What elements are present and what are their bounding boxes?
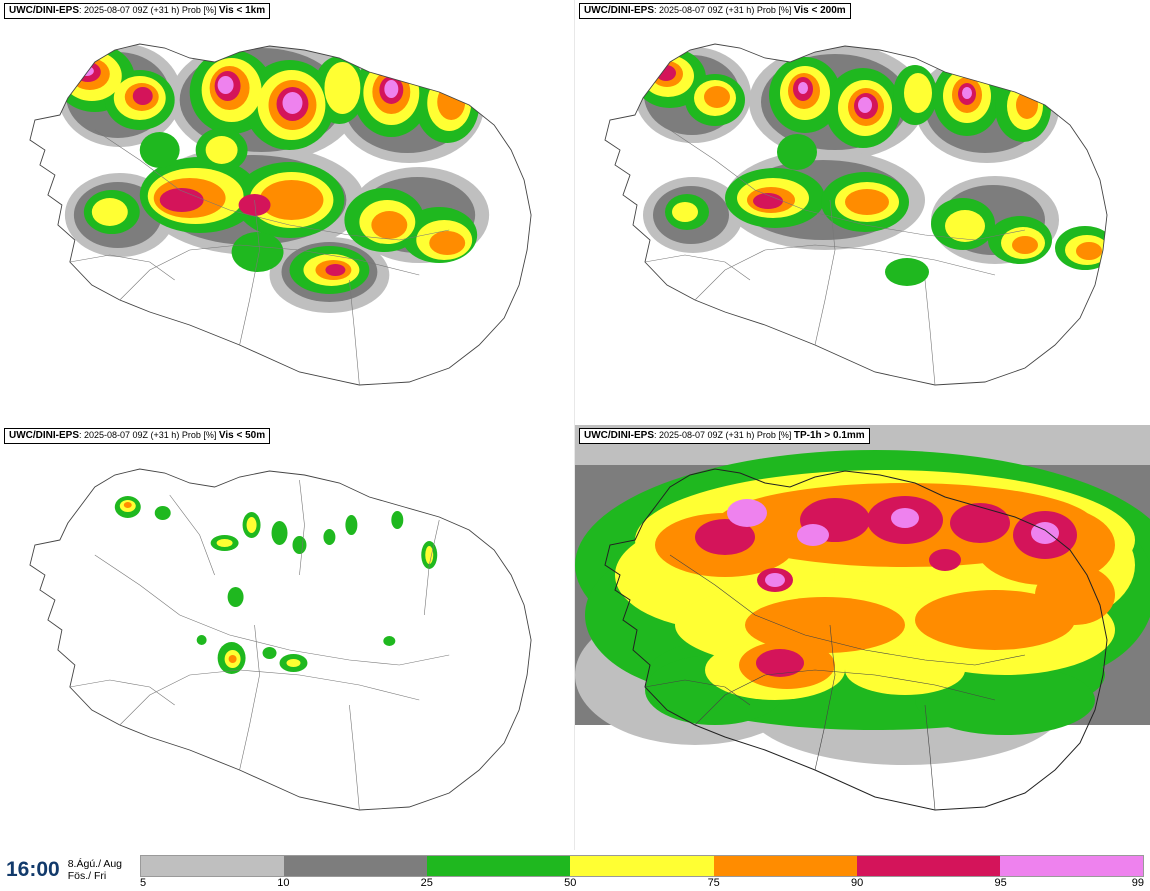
colorbar-tick-5: 5 <box>140 877 147 889</box>
colorbar-segment-5 <box>141 856 284 876</box>
valid-date-line1: 8.Ágú./ Aug <box>67 858 123 870</box>
colorbar-segment-75 <box>714 856 857 876</box>
panel-param-label: Vis < 50m <box>218 430 266 441</box>
map-graphic-vis-50m <box>0 425 574 850</box>
panel-title-tp-1h <box>579 428 870 444</box>
map-canvas-vis-200m[interactable] <box>575 0 1150 425</box>
panel-param-label: Vis < 1km <box>218 5 266 16</box>
colorbar-tick-99: 99 <box>1131 877 1144 889</box>
map-panel-tp-1h[interactable] <box>575 425 1150 850</box>
panel-model-label: UWC/DINI-EPS <box>584 5 654 16</box>
colorbar[interactable] <box>140 855 1144 891</box>
panel-title-vis-50m <box>4 428 270 444</box>
panel-title-vis-1km <box>4 3 270 19</box>
panel-run-label: : 2025-08-07 09Z (+31 h) Prob [%] <box>79 430 219 440</box>
colorbar-segment-10 <box>284 856 427 876</box>
valid-time-clock: 16:00 <box>6 858 60 881</box>
panel-run-label: : 2025-08-07 09Z (+31 h) Prob [%] <box>654 5 794 15</box>
map-graphic-vis-1km <box>0 0 574 425</box>
colorbar-tick-95: 95 <box>994 877 1007 889</box>
colorbar-tick-75: 75 <box>707 877 720 889</box>
map-panel-vis-50m[interactable] <box>0 425 575 850</box>
valid-time-box <box>0 855 140 885</box>
colorbar-gradient <box>140 855 1144 877</box>
panel-run-label: : 2025-08-07 09Z (+31 h) Prob [%] <box>79 5 219 15</box>
valid-date-block <box>68 858 122 882</box>
colorbar-segment-95 <box>1000 856 1143 876</box>
footer-bar <box>0 855 1150 891</box>
colorbar-segment-90 <box>857 856 1000 876</box>
panel-model-label: UWC/DINI-EPS <box>584 430 654 441</box>
colorbar-tick-90: 90 <box>850 877 864 889</box>
panel-param-label: Vis < 200m <box>793 5 846 16</box>
colorbar-tick-50: 50 <box>564 877 577 889</box>
colorbar-tick-25: 25 <box>420 877 433 889</box>
panel-param-label: TP-1h > 0.1mm <box>793 430 865 441</box>
map-graphic-tp-1h <box>575 425 1150 850</box>
map-canvas-vis-1km[interactable] <box>0 0 574 425</box>
map-canvas-vis-50m[interactable] <box>0 425 574 850</box>
colorbar-tick-labels <box>140 877 1144 891</box>
map-graphic-vis-200m <box>575 0 1150 425</box>
panel-run-label: : 2025-08-07 09Z (+31 h) Prob [%] <box>654 430 794 440</box>
colorbar-tick-10: 10 <box>277 877 290 889</box>
panel-model-label: UWC/DINI-EPS <box>9 430 79 441</box>
map-panel-vis-1km[interactable] <box>0 0 575 425</box>
panel-model-label: UWC/DINI-EPS <box>9 5 79 16</box>
panel-title-vis-200m <box>579 3 851 19</box>
map-panel-vis-200m[interactable] <box>575 0 1150 425</box>
valid-date-line2: Fös./ Fri <box>67 870 107 882</box>
map-canvas-tp-1h[interactable] <box>575 425 1150 850</box>
colorbar-segment-50 <box>570 856 713 876</box>
colorbar-segment-25 <box>427 856 570 876</box>
